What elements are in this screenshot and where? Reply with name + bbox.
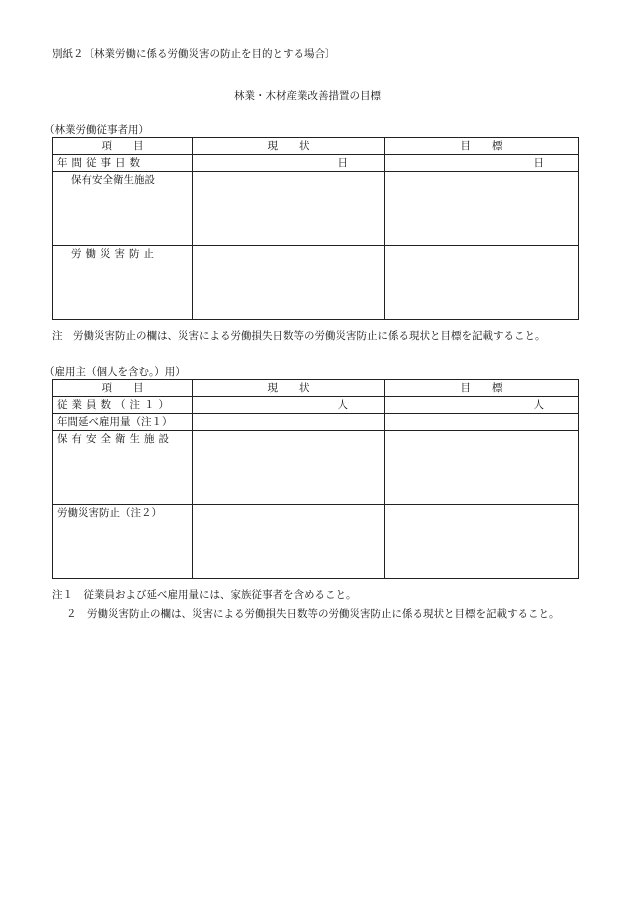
row-label: 労働災害防止 <box>53 246 193 320</box>
header-target: 目 標 <box>385 380 579 397</box>
header-target: 目 標 <box>385 138 579 155</box>
current-unit: 人 <box>193 397 385 414</box>
section2-note-2: ２ 労働災害防止の欄は、災害による労働損失日数等の労働災害防止に係る現状と目標を記載すること。 <box>66 608 560 620</box>
row-label: 保有安全衛生施設 <box>53 431 193 505</box>
row-label: 保有安全衛生施設 <box>53 172 193 246</box>
target-cell <box>385 246 579 320</box>
row-label: 従業員数（注１） <box>53 397 193 414</box>
current-cell <box>193 505 385 579</box>
page-title: 林業・木材産業改善措置の目標 <box>234 90 381 102</box>
current-cell <box>193 431 385 505</box>
attachment-title: 別紙２〔林業労働に係る労働災害の防止を目的とする場合〕 <box>52 48 336 60</box>
section1-table <box>52 137 579 320</box>
current-unit: 日 <box>193 155 385 172</box>
header-item: 項 目 <box>53 138 193 155</box>
section2-note-1: 注１ 従業員および延べ雇用量には、家族従事者を含めること。 <box>52 589 357 601</box>
target-unit: 日 <box>385 155 579 172</box>
section1-note: 注 労働災害防止の欄は、災害による労働損失日数等の労働災害防止に係る現状と目標を記載すること。 <box>52 330 546 342</box>
header-current: 現 状 <box>193 138 385 155</box>
target-unit: 人 <box>385 397 579 414</box>
table-row <box>53 505 579 579</box>
section2-header-row <box>53 380 579 397</box>
section2-table <box>52 379 579 579</box>
section2-heading: （雇用主（個人を含む。）用） <box>44 366 186 378</box>
current-cell <box>193 414 385 431</box>
header-current: 現 状 <box>193 380 385 397</box>
table-row <box>53 246 579 320</box>
table-row <box>53 155 579 172</box>
current-cell <box>193 172 385 246</box>
target-cell <box>385 505 579 579</box>
target-cell <box>385 414 579 431</box>
target-cell <box>385 172 579 246</box>
table-row <box>53 397 579 414</box>
table-row <box>53 431 579 505</box>
table-row <box>53 414 579 431</box>
row-label: 年間延べ雇用量（注１） <box>53 414 193 431</box>
current-cell <box>193 246 385 320</box>
row-label: 年間従事日数 <box>53 155 193 172</box>
section1-header-row <box>53 138 579 155</box>
row-label: 労働災害防止（注２） <box>53 505 193 579</box>
section1-heading: （林業労働従事者用） <box>44 124 149 136</box>
table-row <box>53 172 579 246</box>
target-cell <box>385 431 579 505</box>
header-item: 項 目 <box>53 380 193 397</box>
